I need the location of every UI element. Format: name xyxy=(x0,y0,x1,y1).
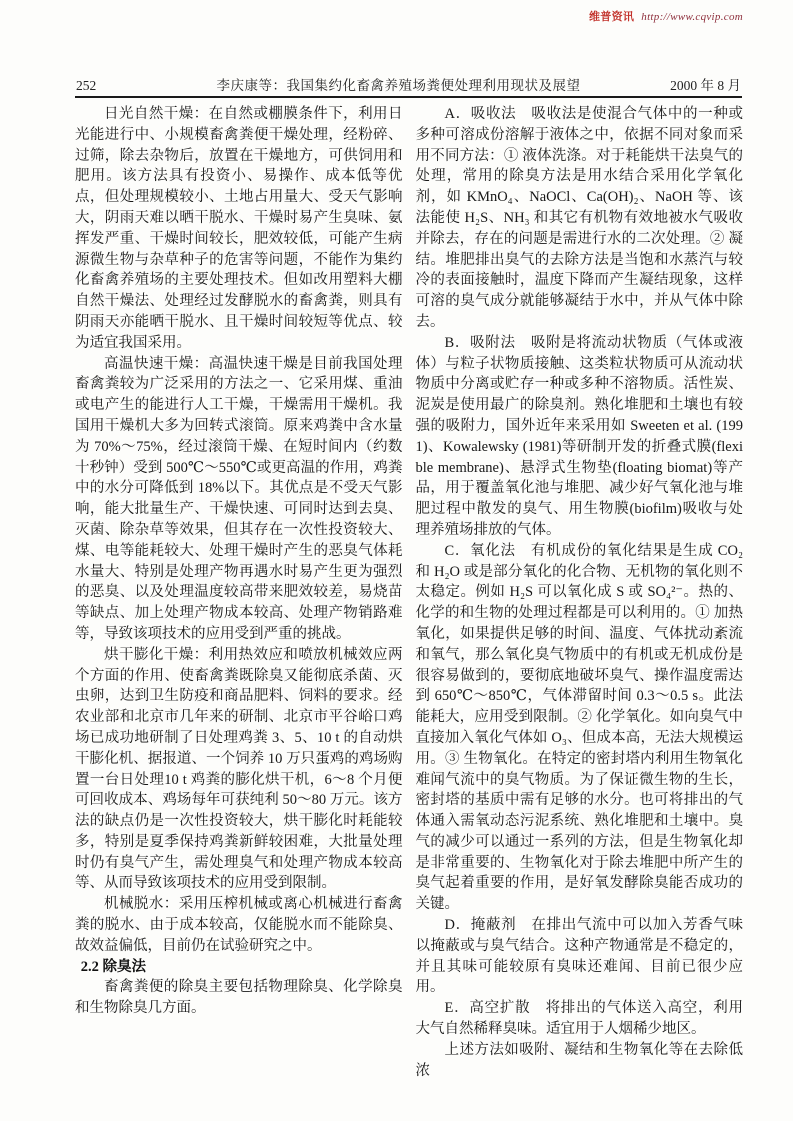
paragraph-absorption-method: A．吸收法 吸收法是使混合气体中的一种或多种可溶成份溶解于液体之中，依据不同对象而采用不同方法：① 液体洗涤。对于耗能烘干法臭气的处理，常用的除臭方法是用水结合采用化学氧化剂，如 KMnO₄、NaOCl、Ca(OH)₂、NaOH 等、该法能使 H₂S、NH₃ 和其它有机物有效地被水气吸收并除去，存在的问题是需进行水的二次处理。② 凝结。堆肥排出臭气的去除方法是当饱和水蒸汽与较冷的表面接触时，温度下降而产生凝结现象，这样可溶的臭气成分就能够凝结于水中，并从气体中除去。 xyxy=(415,106,743,330)
paragraph-adsorption-method: B．吸附法 吸附是将流动状物质（气体或液体）与粒子状物质接触、这类粒状物质可从流动状物质中分离或贮存一种或多种不溶物质。活性炭、泥炭是使用最广的除臭剂。熟化堆肥和土壤也有较强的吸附力，国外近年来采用如 Sweeten et al. (1991)、Kowalewsky (1981)等研制开发的折叠式膜(flexible membrane)、悬浮式生物垫(floating biomat)等产品，用于覆盖氧化池与堆肥、减少好气氧化池与堆肥过程中散发的臭气、用生物膜(biofilm)吸收与处理养殖场排放的气体。 xyxy=(415,334,743,538)
watermark-brand: 维普资讯 xyxy=(589,11,635,23)
paragraph-deodorization-intro: 畜禽粪便的除臭主要包括物理除臭、化学除臭和生物除臭几方面。 xyxy=(75,979,403,1017)
watermark xyxy=(589,8,743,24)
right-column xyxy=(416,104,744,1081)
left-column xyxy=(75,104,403,1081)
paragraph-puffing-drying: 烘干膨化干燥：利用热效应和喷放机械效应两个方面的作用、使畜禽粪既除臭又能彻底杀菌、灭虫卵，达到卫生防疫和商品肥料、饲料的要求。经农业部和北京市几年来的研制、北京市平谷峪口鸡场已成功地研制了日处理鸡粪 3、5、10 t 的自动烘干膨化机、据报道、一个饲养 10 万只蛋鸡的鸡场购置一台日处理10 t 鸡粪的膨化烘干机，6～8 个月便可回收成本、鸡场每年可获纯利 50～80 万元。该方法的缺点仍是一次性投资较大，烘干膨化时耗能较多，特别是夏季保持鸡粪新鲜较困难，大批量处理时仍有臭气产生，需处理臭气和处理产物成本较高等、从而导致该项技术的应用受到限制。 xyxy=(75,646,403,892)
section-heading-deodorization: 2.2 除臭法 xyxy=(80,958,147,975)
paragraph-mechanical-dewatering: 机械脱水：采用压榨机械或离心机械进行畜禽粪的脱水、由于成本较高，仅能脱水而不能除臭、故效益偏低，目前仍在试验研究之中。 xyxy=(75,896,403,954)
paragraph-masking-agent: D．掩蔽剂 在排出气流中可以加入芳香气味以掩蔽或与臭气结合。这种产物通常是不稳定的，并且其味可能较原有臭味还难闻、目前已很少应用。 xyxy=(415,917,743,996)
page-number: 252 xyxy=(76,78,97,93)
paragraph-high-temp-drying: 高温快速干燥：高温快速干燥是目前我国处理畜禽粪较为广泛采用的方法之一、它采用煤、重油或电产生的能进行人工干燥，干燥需用干燥机。我国用干燥机大多为回转式滚筒。原来鸡粪中含水量为 70%～75%，经过滚筒干燥、在短时间内（约数十秒钟）受到 500℃～550℃或更高温的作用，鸡粪中的水分可降低到 18%以下。其优点是不受天气影响，能大批量生产、干燥快速、可同时达到去臭、灭菌、除杂草等效果，但其存在一次性投资较大、煤、电等能耗较大、处理干燥时产生的恶臭气体耗水量大、特别是处理产物再遇水时易产生更为强烈的恶臭、以及处理温度较高带来肥效较差，易烧苗等缺点、加上处理产物成本较高、处理产物销路难等，导致该项技术的应用受到严重的挑战。 xyxy=(75,355,403,642)
running-title: 李庆康等：我国集约化畜禽养殖场粪便处理利用现状及展望 xyxy=(216,78,581,93)
issue-date: 2000 年 8 月 xyxy=(670,78,741,93)
watermark-url-link[interactable]: http://www.cqvip.com xyxy=(641,11,743,23)
paragraph-high-altitude-dispersion: E．高空扩散 将排出的气体送入高空，利用大气自然稀释臭味。适宜用于人烟稀少地区。 xyxy=(415,1000,743,1038)
paragraph-continuation-line: 上述方法如吸附、凝结和生物氧化等在去除低浓 xyxy=(415,1041,743,1079)
paragraph-sun-drying: 日光自然干燥：在自然或棚膜条件下，利用日光能进行中、小规模畜禽粪便干燥处理，经粉碎、过筛，除去杂物后，放置在干燥地方，可供饲用和肥用。该方法具有投资小、易操作、成本低等优点，但处理规模较小、土地占用量大、受天气影响大，阴雨天难以晒干脱水、干燥时易产生臭味、氨挥发严重、干燥时间较长，肥效较低，可能产生病源微生物与杂草种子的危害等问题，不能作为集约化畜禽养殖场的主要处理技术。但如改用塑料大棚自然干燥法、处理经过发酵脱水的畜禽粪，则具有阴雨天亦能晒干脱水、且干燥时间较短等优点、较为适宜我国采用。 xyxy=(75,106,403,351)
page-header xyxy=(76,74,741,94)
header-divider-rule xyxy=(75,96,742,98)
article-body xyxy=(75,104,743,1081)
paragraph-oxidation-method: C．氧化法 有机成份的氧化结果是生成 CO₂ 和 H₂O 或是部分氧化的化合物、无机物的氧化则不太稳定。例如 H₂S 可以氧化成 S 或 SO₄²⁻。热的、化学的和生物的处理过程都是可以利用的。① 加热氧化，如果提供足够的时间、温度、气体扰动紊流和氧气，那么氧化臭气物质中的有机或无机成份是很容易做到的，要彻底地破坏臭气、操作温度需达到 650℃～850℃，气体滞留时间 0.3～0.5 s。此法能耗大，应用受到限制。② 化学氧化。如向臭气中直接加入氧化气体如 O₃、但成本高，无法大规模运用。③ 生物氧化。在特定的密封塔内利用生物氧化难闻气流中的臭气物质。为了保证微生物的生长，密封塔的基质中需有足够的水分。也可将排出的气体通入需氧动态污泥系统、熟化堆肥和土壤中。臭气的减少可以通过一系列的方法，但是生物氧化却是非常重要的、生物氧化对于除去堆肥中所产生的臭气起着重要的作用，是好氧发酵除臭能否成功的关键。 xyxy=(415,542,743,913)
